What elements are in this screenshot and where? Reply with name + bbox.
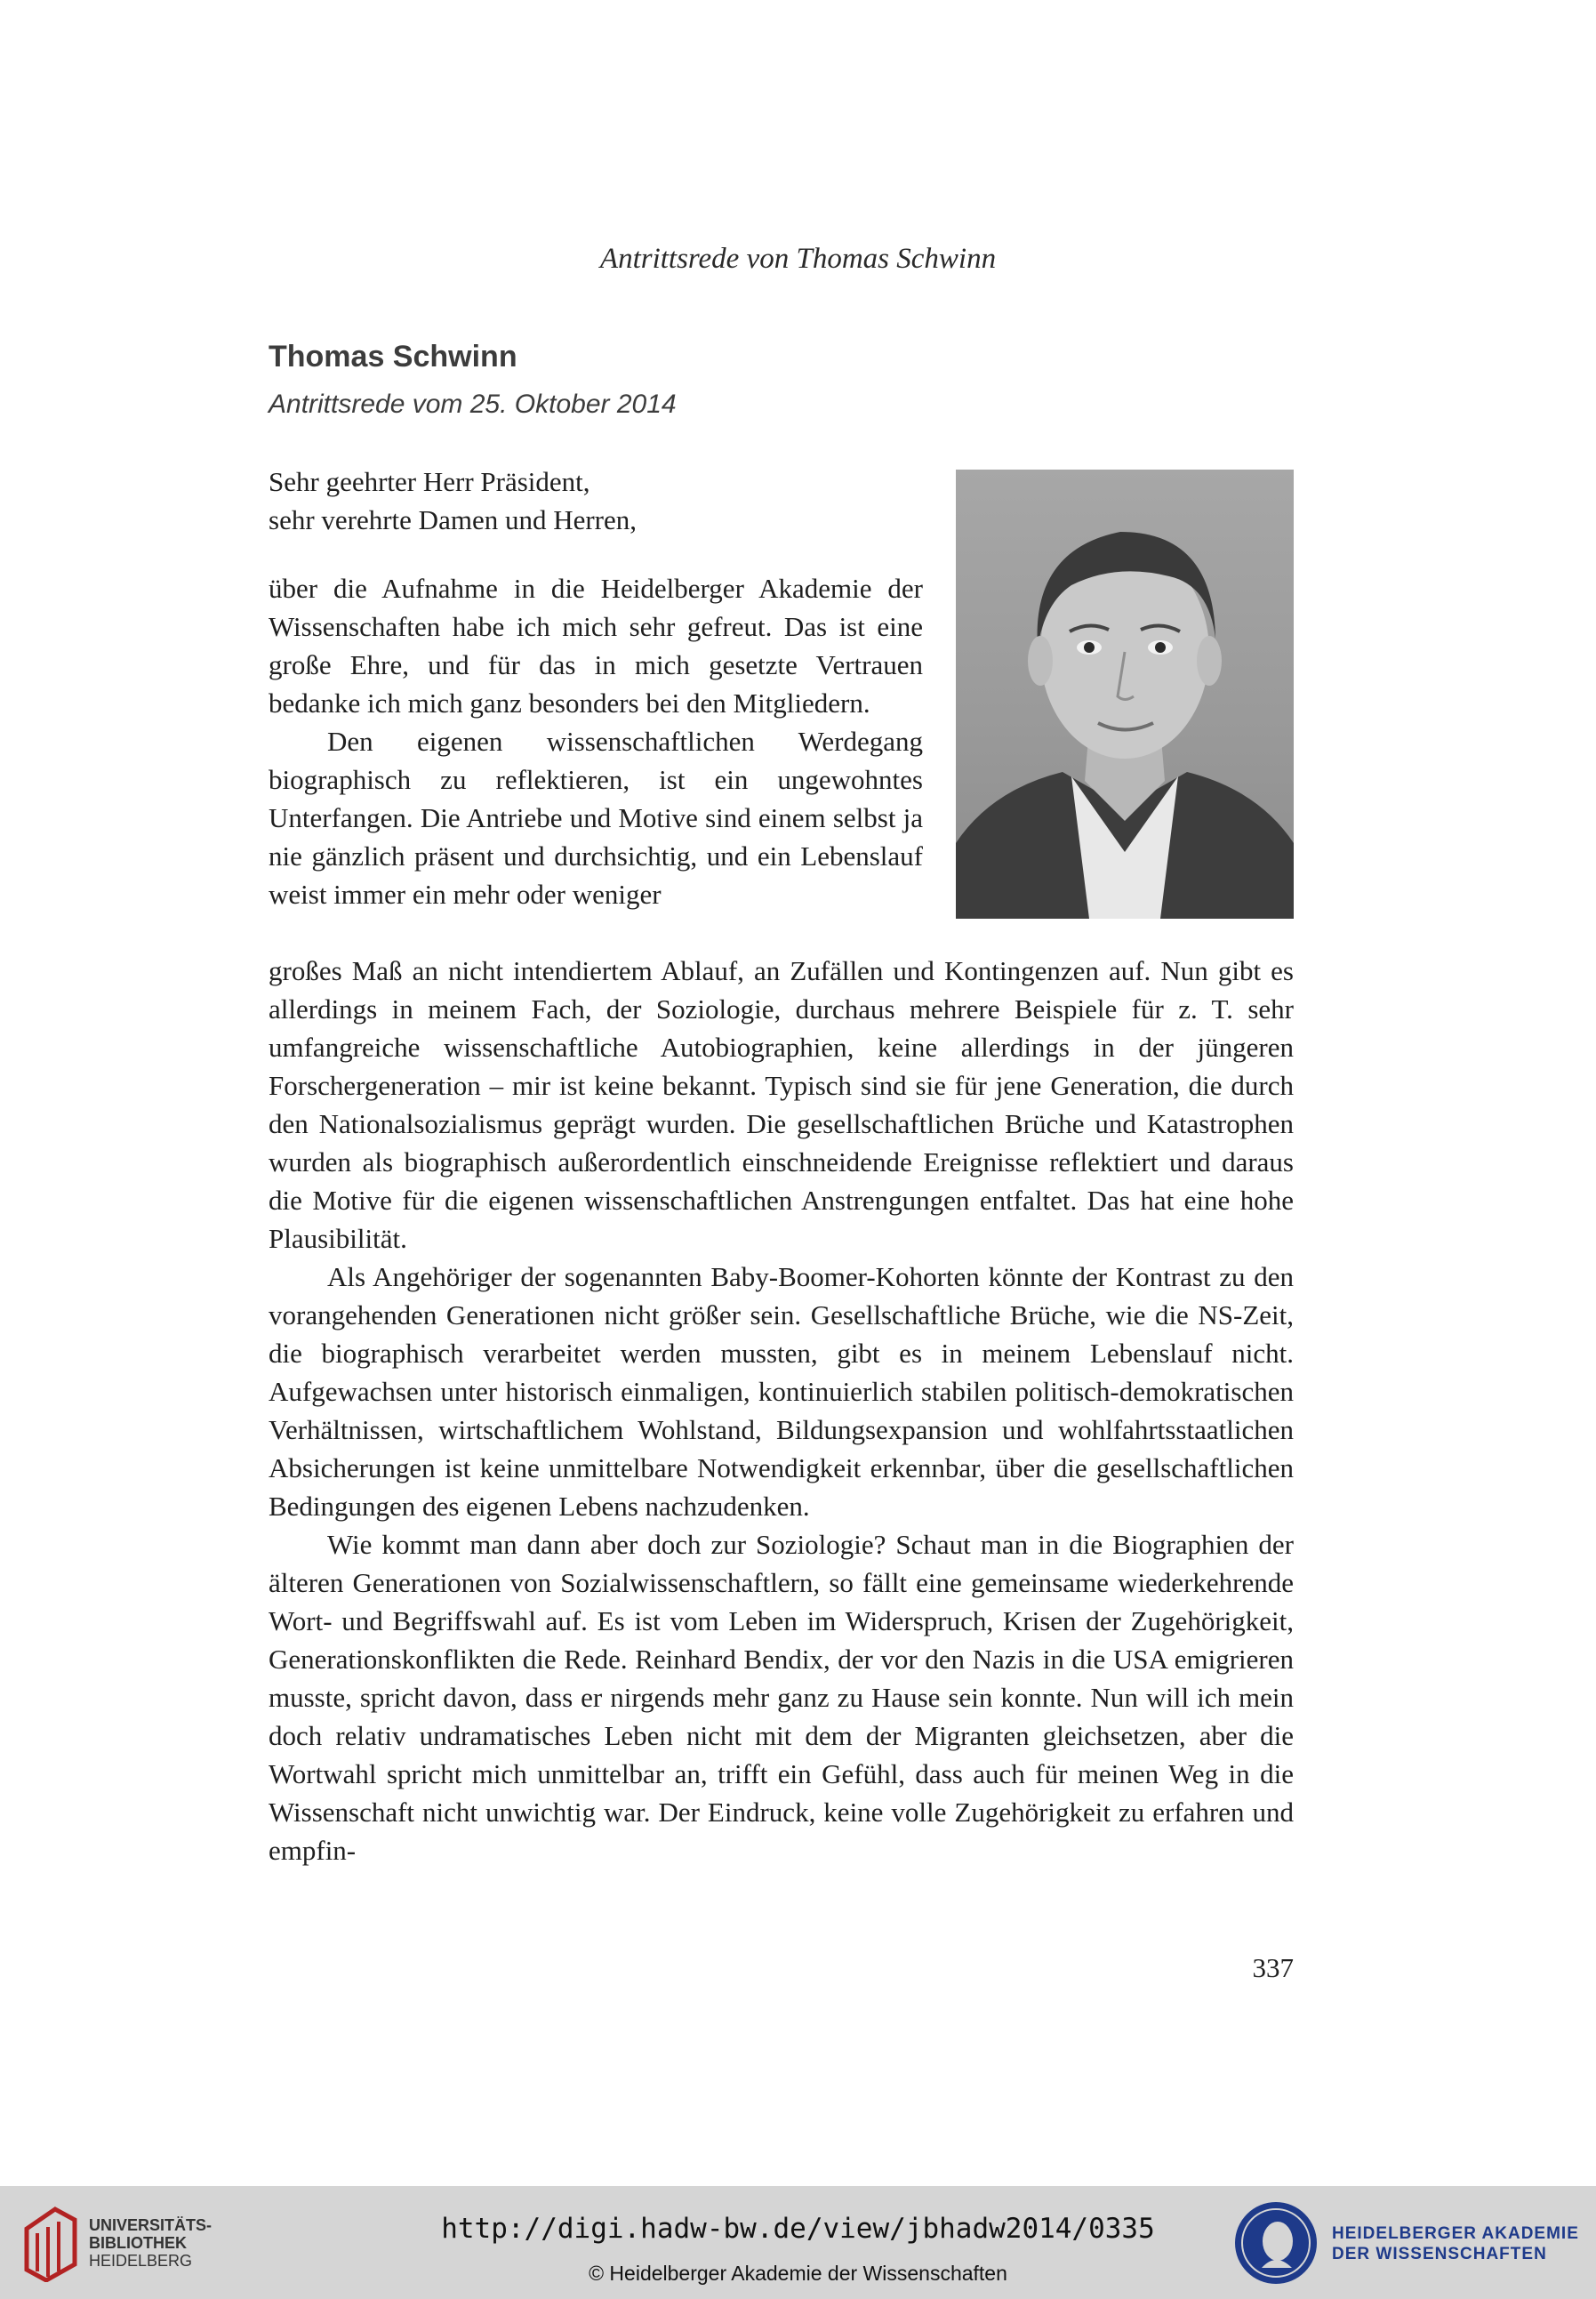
- body-paragraph: Den eigenen wissenschaftlichen Werdegang biographisch zu reflektieren, ist ein ungewohntes Unterfangen. Die Antriebe und Motive sind einem selbst ja nie gänzlich präsent und durchsichtig, und ein Lebenslauf weist immer ein mehr oder weniger: [269, 726, 923, 910]
- academy-name-line: HEIDELBERGER AKADEMIE: [1332, 2224, 1579, 2243]
- academy-name: [1332, 2223, 1579, 2264]
- footer-bar: [0, 2186, 1596, 2299]
- academy-seal-icon: [1231, 2199, 1320, 2287]
- library-name-line: HEIDELBERG: [89, 2252, 193, 2270]
- academy-name-line: DER WISSENSCHAFTEN: [1332, 2245, 1547, 2263]
- body-paragraph: Als Angehöriger der sogenannten Baby-Boomer-Kohorten könnte der Kontrast zu den vorangehenden Generationen nicht größer sein. Gesellschaftliche Brüche, wie die NS-Zeit, die biographisch verarbeitet werden mussten, gibt es in meinem Lebenslauf nicht. Aufgewachsen unter historisch einmaligen, kontinuierlich stabilen politisch-demokratischen Verhältnissen, wirtschaftlichem Wohlstand, Bildungsexpansion und wohlfahrtsstaatlichen Absicherungen ist keine unmittelbare Notwendigkeit erkennbar, über die gesellschaftlichen Bedingungen des eigenen Lebens nachzudenken.: [269, 1261, 1294, 1522]
- author-portrait: [956, 470, 1294, 919]
- body-paragraph: großes Maß an nicht intendiertem Ablauf, an Zufällen und Kontingenzen auf. Nun gibt es allerdings in meinem Fach, der Soziologie, durchaus mehrere Beispiele für z. T. sehr umfangreiche wissenschaftliche Autobiographien, keine allerdings in der jüngeren Forschergeneration – mir ist keine bekannt. Typisch sind sie für jene Generation, die durch den Nationalsozialismus geprägt wurden. Die gesellschaftlichen Brüche und Katastrophen wurden als biographisch außerordentlich einschneidende Ereignisse reflektiert und daraus die Motive für die eigenen wissenschaftlichen Anstrengungen entfaltet. Das hat eine hohe Plausibilität.: [269, 955, 1294, 1254]
- page-subtitle: Antrittsrede vom 25. Oktober 2014: [269, 390, 677, 419]
- body-paragraph: über die Aufnahme in die Heidelberger Akademie der Wissenschaften habe ich mich sehr gefreut. Das ist eine große Ehre, und für das in mich gesetzte Vertrauen bedanke ich mich ganz besonders bei den Mitgliedern.: [269, 573, 923, 719]
- running-head: Antrittsrede von Thomas Schwinn: [599, 243, 997, 275]
- body-column-narrow: [269, 569, 923, 913]
- source-url-link[interactable]: http://digi.hadw-bw.de/view/jbhadw2014/0335: [441, 2213, 1155, 2245]
- body-paragraph: Wie kommt man dann aber doch zur Soziologie? Schaut man in die Biographien der älteren Generationen von Sozialwissenschaftlern, so fällt eine gemeinsame wiederkehrende Wort- und Begriffswahl auf. Es ist vom Leben im Widerspruch, Krisen der Zugehörigkeit, Generationskonflikten die Rede. Reinhard Bendix, der vor den Nazis in die USA emigrieren musste, spricht davon, dass er nirgends mehr ganz zu Hause sein konnte. Nun will ich mein doch relativ undramatisches Leben nicht mit dem der Migranten gleichsetzen, aber die Wortwahl spricht mich unmittelbar an, trifft ein Gefühl, dass auch für meinen Weg in die Wissenschaft nicht unwichtig war. Der Eindruck, keine volle Zugehörigkeit zu erfahren und empfin-: [269, 1529, 1294, 1866]
- page-title: Thomas Schwinn: [269, 340, 517, 374]
- salutation-line: sehr verehrte Damen und Herren,: [269, 504, 638, 535]
- body-column-wide: [269, 952, 1294, 1869]
- library-name-line: BIBLIOTHEK: [89, 2234, 187, 2252]
- copyright-notice: © Heidelberger Akademie der Wissenschaften: [589, 2262, 1007, 2285]
- portrait-illustration: [956, 470, 1294, 919]
- salutation: [269, 462, 909, 539]
- library-name-line: UNIVERSITÄTS-: [89, 2216, 213, 2234]
- salutation-line: Sehr geehrter Herr Präsident,: [269, 466, 590, 497]
- page-number: 337: [1252, 1952, 1294, 1983]
